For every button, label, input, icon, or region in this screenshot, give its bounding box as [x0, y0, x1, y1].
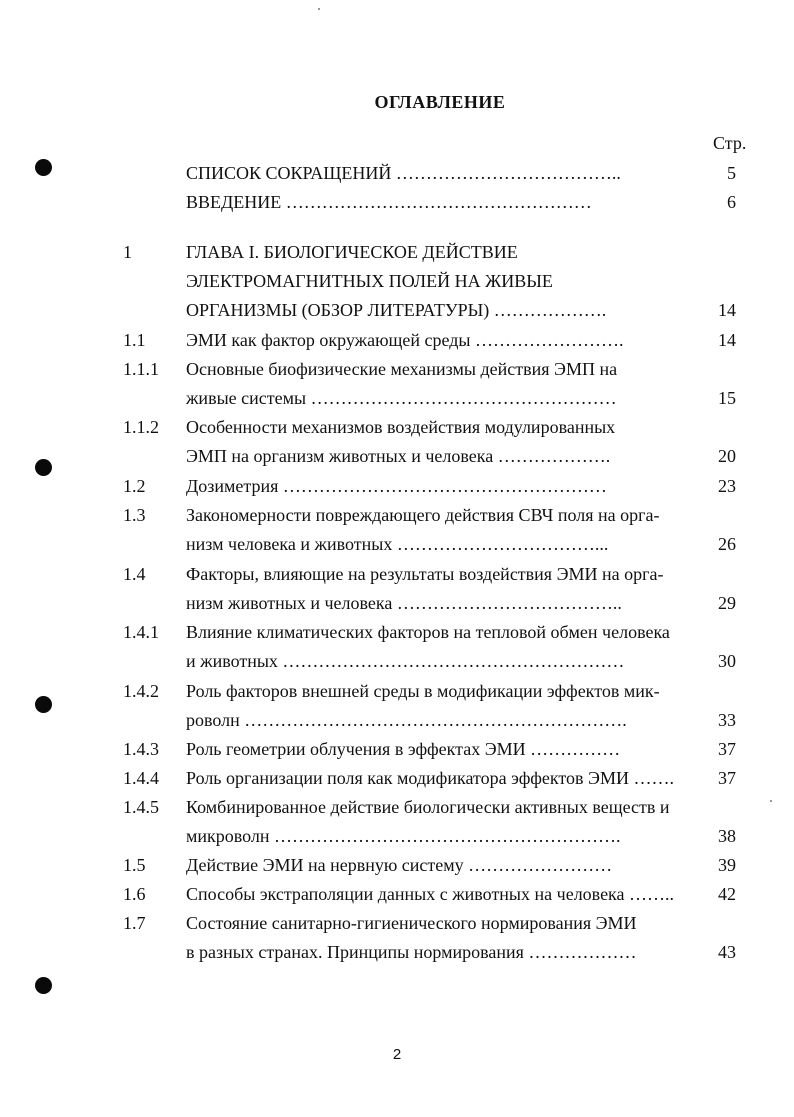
entry-number: 1.2: [123, 476, 146, 496]
entry-page: 38: [718, 826, 736, 846]
entry-page: 43: [718, 942, 736, 962]
scan-speck: [770, 800, 772, 802]
entry-title: Особенности механизмов воздействия модулированных: [186, 417, 616, 437]
entry-title: Роль организации поля как модификатора эффектов ЭМИ …….: [186, 768, 674, 788]
entry-title: Способы экстраполяции данных с животных на человека ……..: [186, 884, 675, 904]
entry-page: 15: [718, 388, 736, 408]
entry-title: Роль геометрии облучения в эффектах ЭМИ ……………: [186, 739, 621, 759]
entry-number: 1.4.5: [123, 797, 159, 817]
entry-number: 1.5: [123, 855, 146, 875]
entry-number: 1.7: [123, 913, 146, 933]
entry-title: Состояние санитарно-гигиенического нормирования ЭМИ: [186, 913, 637, 933]
entry-title: Основные биофизические механизмы действия ЭМП на: [186, 359, 618, 379]
page-number: 2: [392, 1046, 402, 1063]
entry-page: 39: [718, 855, 736, 875]
entry-page: 30: [718, 651, 736, 671]
punch-hole: [35, 459, 52, 476]
entry-page: 6: [727, 192, 736, 212]
entry-title: ОРГАНИЗМЫ (ОБЗОР ЛИТЕРАТУРЫ) ……………….: [186, 300, 607, 320]
entry-number: 1.1.1: [123, 359, 159, 379]
entry-page: 14: [718, 300, 736, 320]
entry-page: 42: [718, 884, 736, 904]
entry-title: живые системы ……………………………………………: [186, 388, 617, 408]
entry-title: Влияние климатических факторов на тепловой обмен человека: [186, 622, 670, 642]
entry-title: Действие ЭМИ на нервную систему ……………………: [186, 855, 613, 875]
entry-title: ГЛАВА I. БИОЛОГИЧЕСКОЕ ДЕЙСТВИЕ: [186, 242, 518, 262]
entry-title: ЭМП на организм животных и человека ……………….: [186, 446, 611, 466]
scan-speck: [318, 8, 320, 10]
entry-number: 1.4: [123, 564, 146, 584]
entry-title: в разных странах. Принципы нормирования ………………: [186, 942, 637, 962]
entry-page: 5: [727, 163, 736, 183]
entry-page: 23: [718, 476, 736, 496]
entry-title: роволн ……………………………………………………….: [186, 710, 627, 730]
entry-page: 29: [718, 593, 736, 613]
entry-title: Комбинированное действие биологически активных веществ и: [186, 797, 670, 817]
entry-page: 33: [718, 710, 736, 730]
entry-page: 14: [718, 330, 736, 350]
entry-title: микроволн ………………………………………………….: [186, 826, 621, 846]
entry-title: Закономерности повреждающего действия СВЧ поля на орга-: [186, 505, 660, 525]
entry-title: ЭЛЕКТРОМАГНИТНЫХ ПОЛЕЙ НА ЖИВЫЕ: [186, 271, 553, 291]
entry-page: 26: [718, 534, 736, 554]
entry-title: Дозиметрия ………………………………………………: [186, 476, 607, 496]
entry-page: 37: [718, 739, 736, 759]
entry-title: и животных …………………………………………………: [186, 651, 625, 671]
entry-number: 1.4.4: [123, 768, 159, 788]
entry-title: Роль факторов внешней среды в модификации эффектов мик-: [186, 681, 660, 701]
entry-number: 1.1.2: [123, 417, 159, 437]
punch-hole: [35, 977, 52, 994]
entry-number: 1.3: [123, 505, 146, 525]
entry-page: 20: [718, 446, 736, 466]
entry-number: 1.4.3: [123, 739, 159, 759]
entry-number: 1.1: [123, 330, 146, 350]
entry-number: 1.4.1: [123, 622, 159, 642]
page-column-label: Стр.: [713, 133, 747, 153]
entry-title: Факторы, влияющие на результаты воздействия ЭМИ на орга-: [186, 564, 664, 584]
entry-title: низм животных и человека ………………………………..: [186, 593, 622, 613]
entry-title: ЭМИ как фактор окружающей среды …………………….: [186, 330, 624, 350]
entry-title: ВВЕДЕНИЕ ……………………………………………: [186, 192, 592, 212]
entry-number: 1.6: [123, 884, 146, 904]
entry-number: 1.4.2: [123, 681, 159, 701]
entry-page: 37: [718, 768, 736, 788]
page-title: ОГЛАВЛЕНИЕ: [374, 92, 506, 112]
punch-hole: [35, 696, 52, 713]
entry-title: СПИСОК СОКРАЩЕНИЙ ………………………………..: [186, 163, 621, 183]
punch-hole: [35, 159, 52, 176]
entry-number: 1: [123, 242, 132, 262]
entry-title: низм человека и животных ……………………………...: [186, 534, 609, 554]
